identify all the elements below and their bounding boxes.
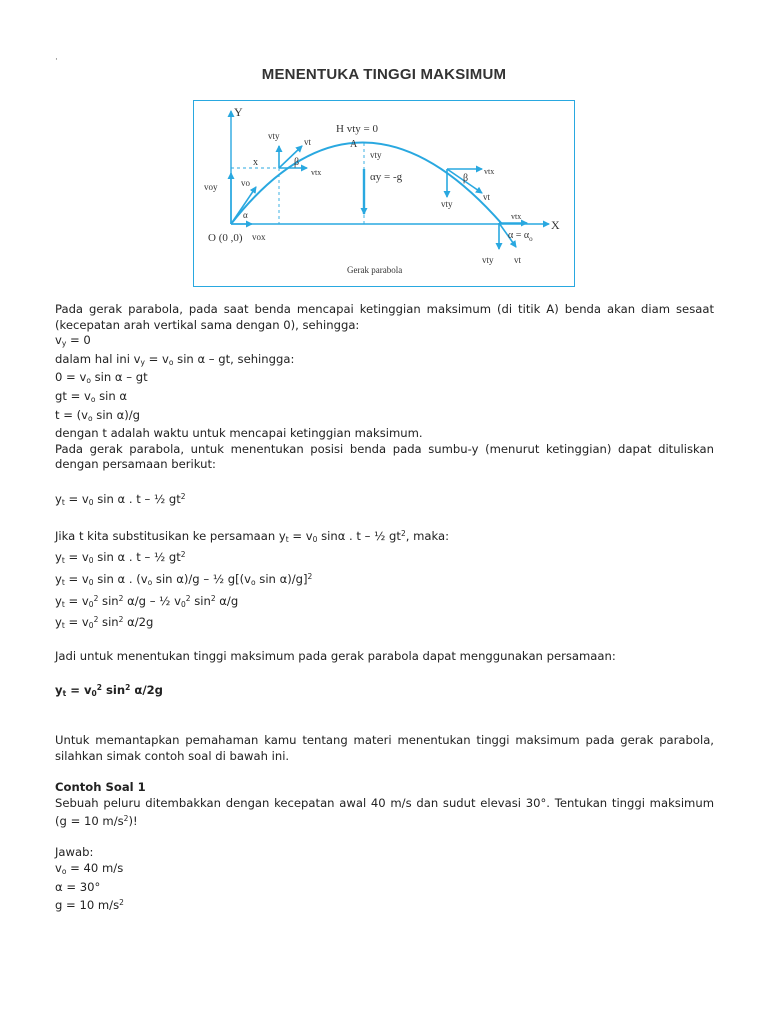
parabola-figure <box>193 100 575 287</box>
label-vo: vo <box>241 178 250 188</box>
label-alpha-end: $\alpha = \alpha_o$ <box>508 230 533 243</box>
label-voy: voy <box>204 182 218 192</box>
parabola-diagram <box>194 101 576 288</box>
equation-zero: $0 = v_o$ sin α – gt <box>55 370 148 386</box>
label-vt-top: vt <box>304 137 312 147</box>
answer-g: g = 10 $m/s^2$ <box>55 898 124 913</box>
label-origin: O (0 ,0) <box>208 232 243 244</box>
label-vty-bottom: vty <box>482 255 494 265</box>
label-vox: vox <box>252 232 266 242</box>
equation-step-3: $y_t = v_0^2$ $\sin^2 \alpha/g$ – ½ $v_0^2$ $\sin^2 \alpha/g$ <box>55 593 239 609</box>
article-body <box>55 302 714 914</box>
equation-step-2: $y_t = v_0$ sin α . ($v_o$ sin α)/g – ½ $g[(v_o$ sin α)/g]$^2$ <box>55 571 313 587</box>
equation-gt: gt = $v_o$ sin α <box>55 388 128 404</box>
equation-step-4: $y_t = v_0^2$ $\sin^2 \alpha/2g$ <box>55 615 154 631</box>
label-vty-mid: vty <box>370 150 382 160</box>
answer-v0: $v_o = 40$ m/s <box>55 861 124 876</box>
label-beta-left: β <box>294 157 300 168</box>
label-ay: αy = -g <box>370 171 403 183</box>
equation-final: $y_t = v_0^2$ $\sin^2 \alpha/2g$ <box>55 683 163 699</box>
label-vty-top: vty <box>268 131 280 141</box>
label-x: x <box>253 157 258 168</box>
figure-caption: Gerak parabola <box>347 265 403 275</box>
label-vtx-right: vtx <box>484 167 495 176</box>
example-question: Sebuah peluru ditembakkan dengan kecepatan awal 40 m/s dan sudut elevasi 30°. Tentukan tinggi maksimum (g = 10 $m/s^2$)! <box>55 795 714 829</box>
equation-step-1: $y_t = v_0$ sin α . t – ½ $gt^2$ <box>55 550 186 566</box>
label-vtx-left: vtx <box>311 168 322 177</box>
label-vty-right: vty <box>441 199 453 209</box>
answer-alpha: α = 30° <box>55 879 101 894</box>
paragraph-pemahaman: Untuk memantapkan pemahaman kamu tentang materi menentukan tinggi maksimum pada gerak parabola, silahkan simak contoh soal di bawah ini. <box>55 733 714 763</box>
paragraph-jadi: Jadi untuk menentukan tinggi maksimum pada gerak parabola dapat menggunakan persamaan: <box>55 649 616 664</box>
label-vt-right: vt <box>483 192 491 202</box>
label-h: H vty = 0 <box>336 123 378 135</box>
page-mark: · <box>55 55 58 65</box>
label-vt-bottom: vt <box>514 255 522 265</box>
paragraph-jika: Jika t kita substitusikan ke persamaan $y_t = v_0$ sinα . t – ½ $gt^2$, maka: <box>55 528 450 544</box>
equation-vy-zero: $v_y = 0$ <box>55 333 91 349</box>
example-heading: Contoh Soal 1 <box>55 780 146 795</box>
label-beta-right: β <box>463 173 469 184</box>
trajectory-curve <box>231 143 502 225</box>
label-vtx-end: vtx <box>511 212 522 221</box>
label-y-axis: Y <box>234 105 243 119</box>
equation-dalam: dalam hal ini $v_y = v_o$ sin α – gt, sehingga: <box>55 351 295 367</box>
paragraph-intro: Pada gerak parabola, pada saat benda mencapai ketinggian maksimum (di titik A) benda akan diam sesaat (kecepatan arah vertikal sama dengan 0), sehingga: <box>55 302 714 332</box>
label-x-axis: X <box>551 218 560 232</box>
paragraph-dengan: dengan t adalah waktu untuk mencapai ketinggian maksimum. <box>55 426 423 441</box>
paragraph-posisi: Pada gerak parabola, untuk menentukan posisi benda pada sumbu-y (menurut ketinggian) dapat dituliskan dengan persamaan berikut: <box>55 441 714 472</box>
answer-label: Jawab: <box>55 845 94 860</box>
equation-t: $t = (v_o$ sin α)/g <box>55 407 141 423</box>
equation-yt: $y_t = v_0$ sin α . t – ½ $gt^2$ <box>55 491 186 507</box>
label-alpha: α <box>243 210 248 220</box>
label-a: A <box>350 139 358 150</box>
page-title: MENENTUKA TINGGI MAKSIMUM <box>261 66 507 83</box>
